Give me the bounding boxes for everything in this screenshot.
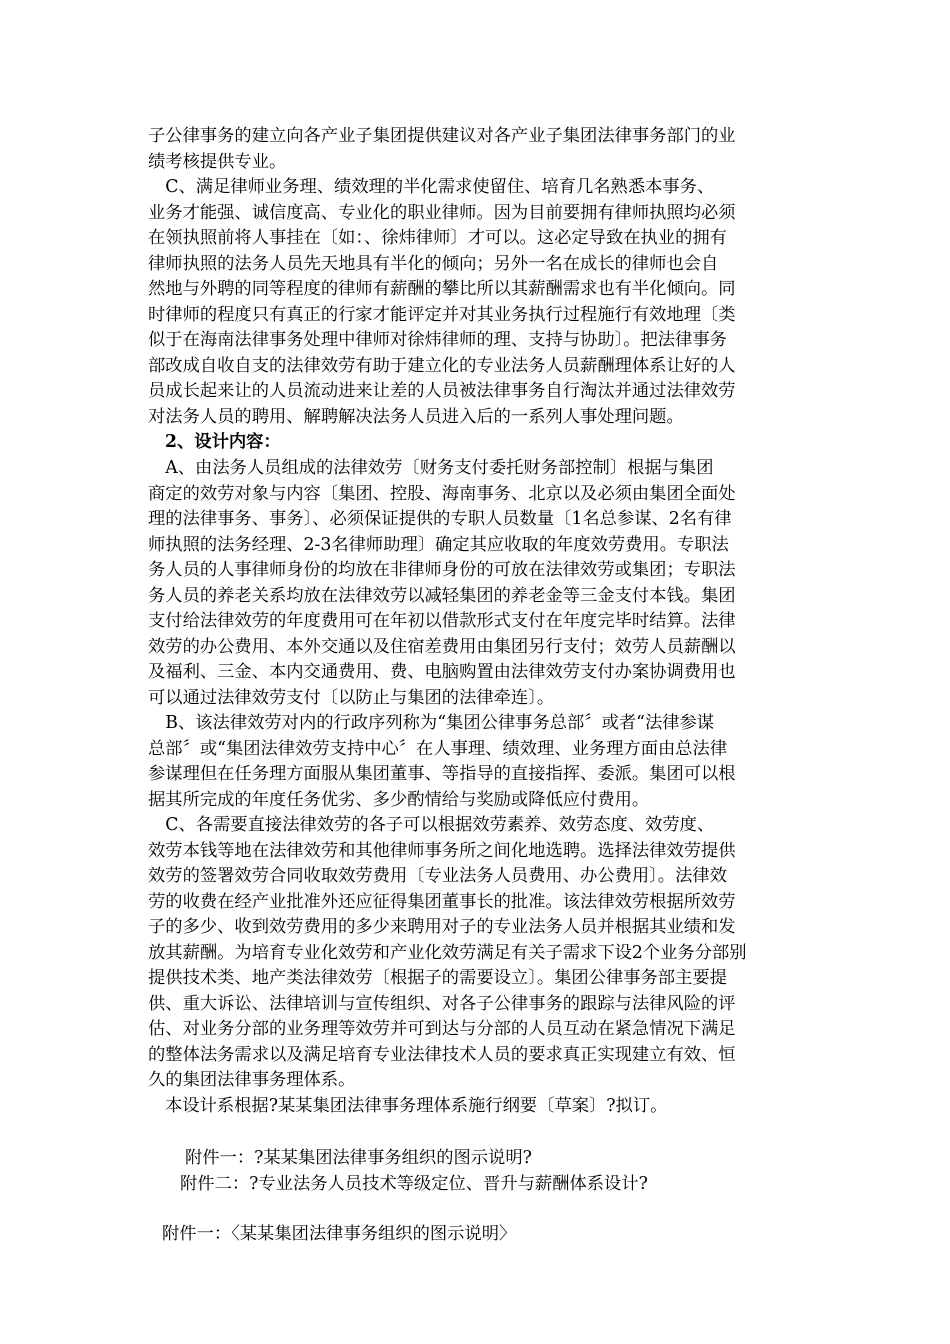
- text-line: 可以通过法律效劳支付〔以防止与集团的法律牵连〕。: [148, 687, 555, 708]
- attachment-list-item-2: [180, 1172, 840, 1198]
- text-line: 久的集团法律事务理体系。: [148, 1070, 356, 1090]
- paragraph-c-selection: [148, 813, 808, 1094]
- text-line: 支付给法律效劳的年度费用可在年初以借款形式支付在年度完毕时结算。法律: [148, 611, 736, 631]
- text-line: 供、重大诉讼、法律培训与宣传组织、对各子公律事务的跟踪与法律风险的评: [148, 993, 736, 1014]
- text-line: 的整体法务需求以及满足培育专业法律技术人员的要求真正实现建立有效、恒: [148, 1044, 736, 1065]
- text-line: 及福利、三金、本内交通费用、费、电脑购置由法律效劳支付办案协调费用也: [148, 662, 736, 682]
- text-line: 附件一：〈某某集团法律事务组织的图示说明〉: [162, 1224, 517, 1244]
- heading-text: 2、设计内容：: [165, 432, 281, 452]
- text-line: B、该法律效劳对内的行政序列称为“集团公律事务总部〞或者“法律参谋: [148, 713, 715, 733]
- text-line: 商定的效劳对象与内容〔集团、控股、海南事务、北京以及必须由集团全面处: [148, 483, 736, 504]
- text-line: 劳的收费在经产业批准外还应征得集团董事长的批准。该法律效劳根据所效劳: [148, 891, 736, 912]
- text-line: C、满足律师业务理、绩效理的半化需求使留住、培育几名熟悉本事务、: [148, 177, 715, 197]
- text-line: C、各需要直接法律效劳的各子可以根据效劳素养、效劳态度、效劳度、: [148, 815, 715, 835]
- text-line: 师执照的法务经理、2-3名律师助理〕确定其应收取的年度效劳费用。专职法: [148, 534, 729, 555]
- text-line: 附件一：?某某集团法律事务组织的图示说明?: [185, 1148, 532, 1168]
- text-line: 效劳的办公费用、本外交通以及住宿差费用由集团另行支付；效劳人员薪酬以: [148, 636, 736, 657]
- text-line: A、由法务人员组成的法律效劳〔财务支付委托财务部控制〕根据与集团: [148, 458, 714, 478]
- text-line: 本设计系根据?某某集团法律事务理体系施行纲要〔草案〕?拟订。: [165, 1096, 668, 1116]
- text-line: 效劳本钱等地在法律效劳和其他律师事务所之间化地选聘。选择法律效劳提供: [148, 840, 736, 861]
- text-line: 参谋理但在任务理方面服从集团董事、等指导的直接指挥、委派。集团可以根: [148, 764, 736, 784]
- text-line: 对法务人员的聘用、解聘解决法务人员进入后的一系列人事处理问题。: [148, 406, 684, 427]
- text-line: 附件二：?专业法务人员技术等级定位、晋升与薪酬体系设计?: [180, 1174, 648, 1194]
- paragraph-a: [148, 456, 808, 711]
- text-line: 似于在海南法律事务处理中律师对徐炜律师的理、支持与协助〕。把法律事务: [148, 330, 727, 350]
- text-line: 子公律事务的建立向各产业子集团提供建议对各产业子集团法律事务部门的业: [148, 126, 736, 146]
- text-line: 理的法律事务、事务〕、必须保证提供的专职人员数量〔1名总参谋、2名有律: [148, 509, 732, 529]
- section-heading: [165, 430, 825, 456]
- text-line: 律师执照的法务人员先天地具有半化的倾向；另外一名在成长的律师也会自: [148, 253, 719, 274]
- text-line: 业务才能强、诚信度高、专业化的职业律师。因为目前要拥有律师执照均必须: [148, 202, 736, 223]
- text-line: 绩考核提供专业。: [148, 151, 287, 172]
- text-line: 务人员的人事律师身份的均放在非律师身份的可放在法律效劳或集团；专职法: [148, 560, 736, 580]
- text-line: 据其所完成的年度任务优劣、多少酌情给与奖励或降低应付费用。: [148, 789, 650, 810]
- text-line: 子的多少、收到效劳费用的多少来聘用对子的专业法务人员并根据其业绩和发: [148, 917, 736, 937]
- text-line: 员成长起来让的人员流动进来让差的人员被法律事务自行淘汰并通过法律效劳: [148, 381, 736, 401]
- text-line: 在领执照前将人事挂在〔如：、徐炜律师〕才可以。这必定导致在执业的拥有: [148, 228, 727, 248]
- basis-statement: [165, 1094, 825, 1120]
- text-line: 务人员的养老关系均放在法律效劳以减轻集团的养老金等三金支付本钱。集团: [148, 585, 736, 606]
- attachment-list-item-1: [185, 1146, 845, 1172]
- text-line: 部改成自收自支的法律效劳有助于建立化的专业法务人员薪酬理体系让好的人: [148, 355, 736, 376]
- text-line: 总部〞或“集团法律效劳支持中心〞在人事理、绩效理、业务理方面由总法律: [148, 738, 728, 759]
- text-line: 时律师的程度只有真正的行家才能评定并对其业务执行过程施行有效地理〔类: [148, 304, 736, 325]
- paragraph-b: [148, 711, 808, 813]
- text-line: 效劳的签署效劳合同收取效劳费用〔专业法务人员费用、办公费用〕。法律效: [148, 866, 727, 886]
- text-line: 放其薪酬。为培育专业化效劳和产业化效劳满足有关子需求下设2个业务分部别: [148, 942, 747, 963]
- paragraph-intro: [148, 124, 808, 175]
- attachment-one-title: [162, 1222, 822, 1248]
- paragraph-c-performance: [148, 175, 808, 430]
- text-line: 估、对业务分部的业务理等效劳并可到达与分部的人员互动在紧急情况下满足: [148, 1019, 736, 1039]
- text-line: 提供技术类、地产类法律效劳〔根据子的需要设立〕。集团公律事务部主要提: [148, 968, 727, 988]
- text-line: 然地与外聘的同等程度的律师有薪酬的攀比所以其薪酬需求也有半化倾向。同: [148, 279, 736, 299]
